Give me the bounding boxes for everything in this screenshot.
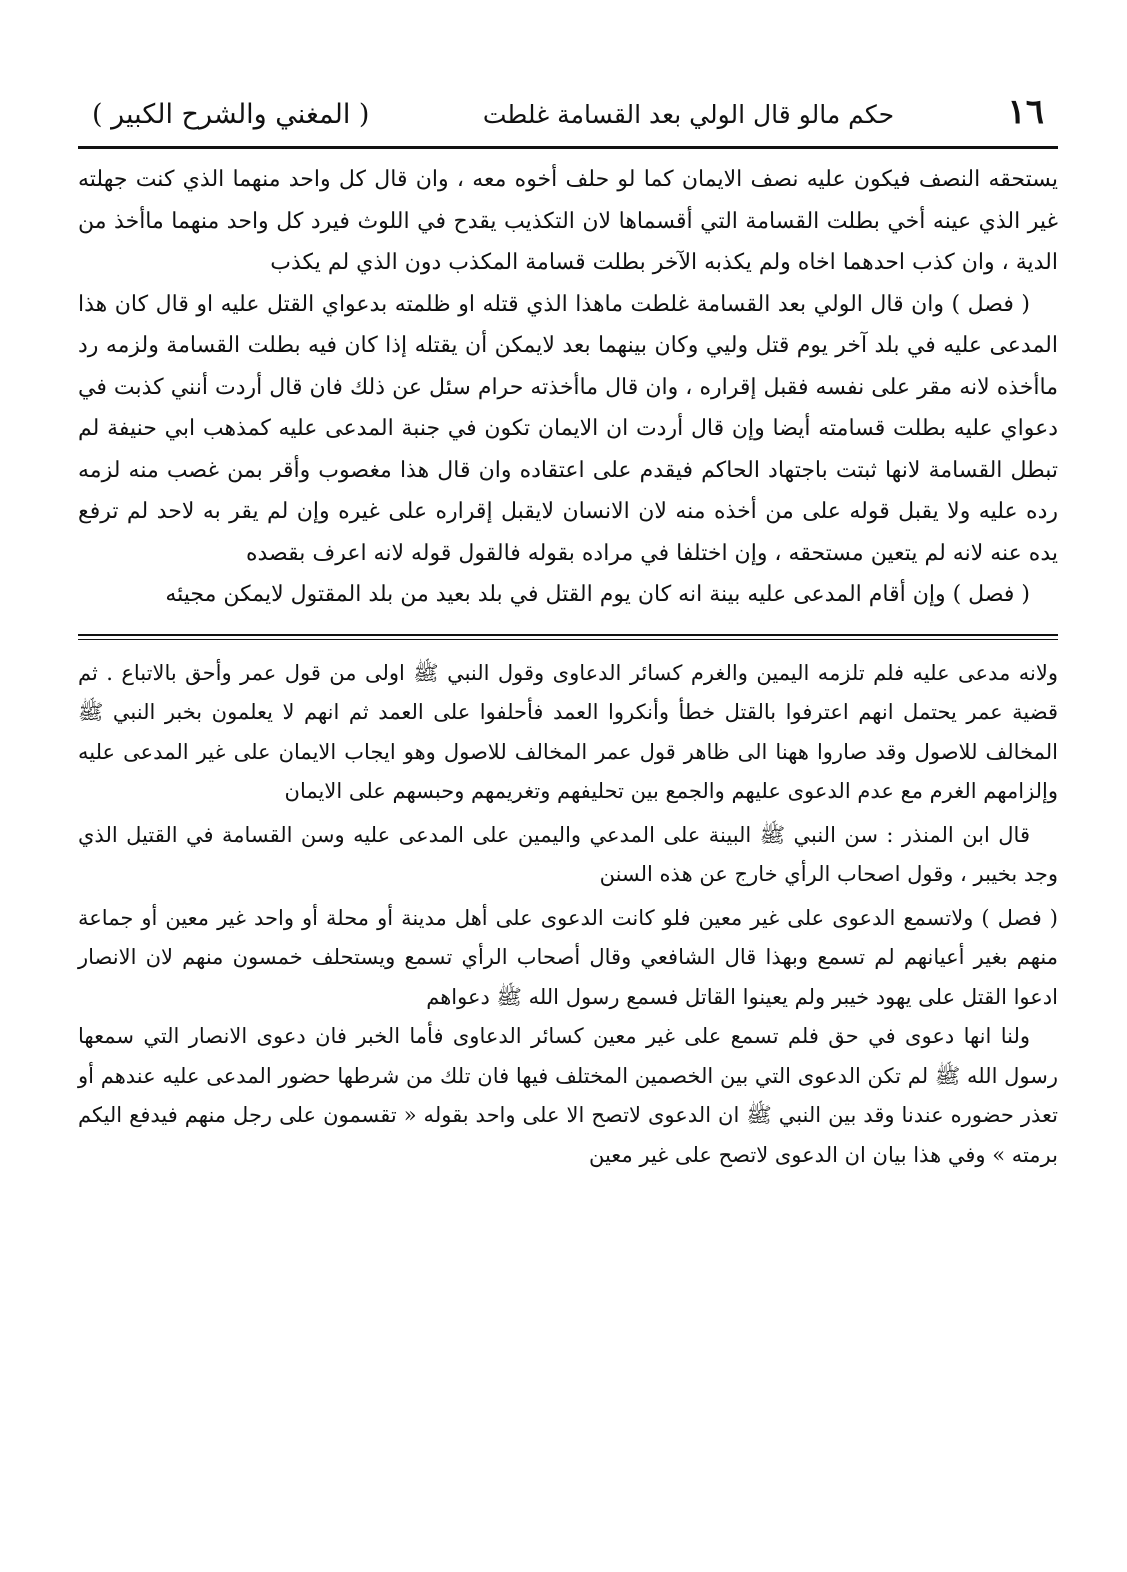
header-rule [78,146,1058,149]
commentary-text [78,654,1058,1176]
paragraph: ( فصل ) وإن أقام المدعى عليه بينة انه كان يوم القتل في بلد بعيد من بلد المقتول لايمكن مجيئه [165,582,1030,607]
paragraph: ( فصل ) وان قال الولي بعد القسامة غلطت ماهذا الذي قتله او ظلمته بدعواي القتل عليه او قال كان هذا المدعى عليه في بلد آخر يوم قتل وليي وكان بينهما بعد لايمكن أن يقتله إذا كان فيه بطلت القسامة ولزمه رد ماأخذه لانه مقر على نفسه فقبل إقراره ، وان قال ماأخذته حرام سئل عن ذلك فان قال أردت أنني كذبت في دعواي عليه بطلت قسامته أيضا وإن قال أردت ان الايمان تكون في جنبة المدعى عليه كمذهب ابي حنيفة لم تبطل القسامة لانها ثبتت باجتهاد الحاكم فيقدم على اعتقاده وان قال هذا مغصوب وأقر بمن غصب منه لزمه رده عليه ولا يقبل قوله على من أخذه منه لان الانسان لايقبل إقراره على غيره وإن لم يقر به لاحد لم ترفع يده عنه لانه لم يتعين مستحقه ، وإن اختلفا في مراده بقوله فالقول قوله لانه اعرف بقصده [78,291,1058,566]
running-header [78,92,1058,144]
book-title: ( المغني والشرح الكبير ) [92,99,370,130]
paragraph: ولنا انها دعوى في حق فلم تسمع على غير معين كسائر الدعاوى فأما الخبر فان دعوى الانصار التي سمعها رسول الله ﷺ لم تكن الدعوى التي بين الخصمين المختلف فيها فان تلك من شرطها حضور المدعى عليه عندهم أو تعذر حضوره عندنا وقد بين النبي ﷺ ان الدعوى لاتصح الا على واحد بقوله « تقسمون على رجل منهم فيدفع اليكم برمته » وفي هذا بيان ان الدعوى لاتصح على غير معين [78,1024,1058,1167]
paragraph: ولانه مدعى عليه فلم تلزمه اليمين والغرم كسائر الدعاوى وقول النبي ﷺ اولى من قول عمر وأحق بالاتباع . ثم قضية عمر يحتمل انهم اعترفوا بالقتل خطأ وأنكروا العمد فأحلفوا على العمد ثم انهم لا يعلمون بخبر النبي ﷺ المخالف للاصول وقد صاروا ههنا الى ظاهر قول عمر المخالف للاصول وهو ايجاب الايمان على غير المدعى عليه وإلزامهم الغرم مع عدم الدعوى عليهم والجمع بين تحليفهم وتغريمهم وحبسهم على الايمان [78,660,1058,803]
page [78,92,1058,1175]
paragraph: قال ابن المنذر : سن النبي ﷺ البينة على المدعي واليمين على المدعى عليه وسن القسامة في القتيل الذي وجد بخيبر ، وقول اصحاب الرأي خارج عن هذه السنن [78,822,1058,886]
section-divider [78,634,1058,640]
paragraph: يستحقه النصف فيكون عليه نصف الايمان كما لو حلف أخوه معه ، وان قال كل واحد منهما الذي كنت جهلته غير الذي عينه أخي بطلت القسامة التي أقسماها لان التكذيب يقدح في اللوث فيرد كل واحد منهما ماأخذ من الدية ، وان كذب احدهما اخاه ولم يكذبه الآخر بطلت قسامة المكذب دون الذي لم يكذب [78,167,1058,275]
section-title: حكم مالو قال الولي بعد القسامة غلطت [482,100,895,129]
paragraph: ( فصل ) ولاتسمع الدعوى على غير معين فلو كانت الدعوى على أهل مدينة أو محلة أو واحد غير معين أو جماعة منهم بغير أعيانهم لم تسمع وبهذا قال الشافعي وقال أصحاب الرأي تسمع ويستحلف خمسون منهم لان الانصار ادعوا القتل على يهود خيبر ولم يعينوا القاتل فسمع رسول الله ﷺ دعواهم [78,905,1058,1009]
main-text [78,159,1058,616]
page-number: ١٦ [1007,92,1044,132]
